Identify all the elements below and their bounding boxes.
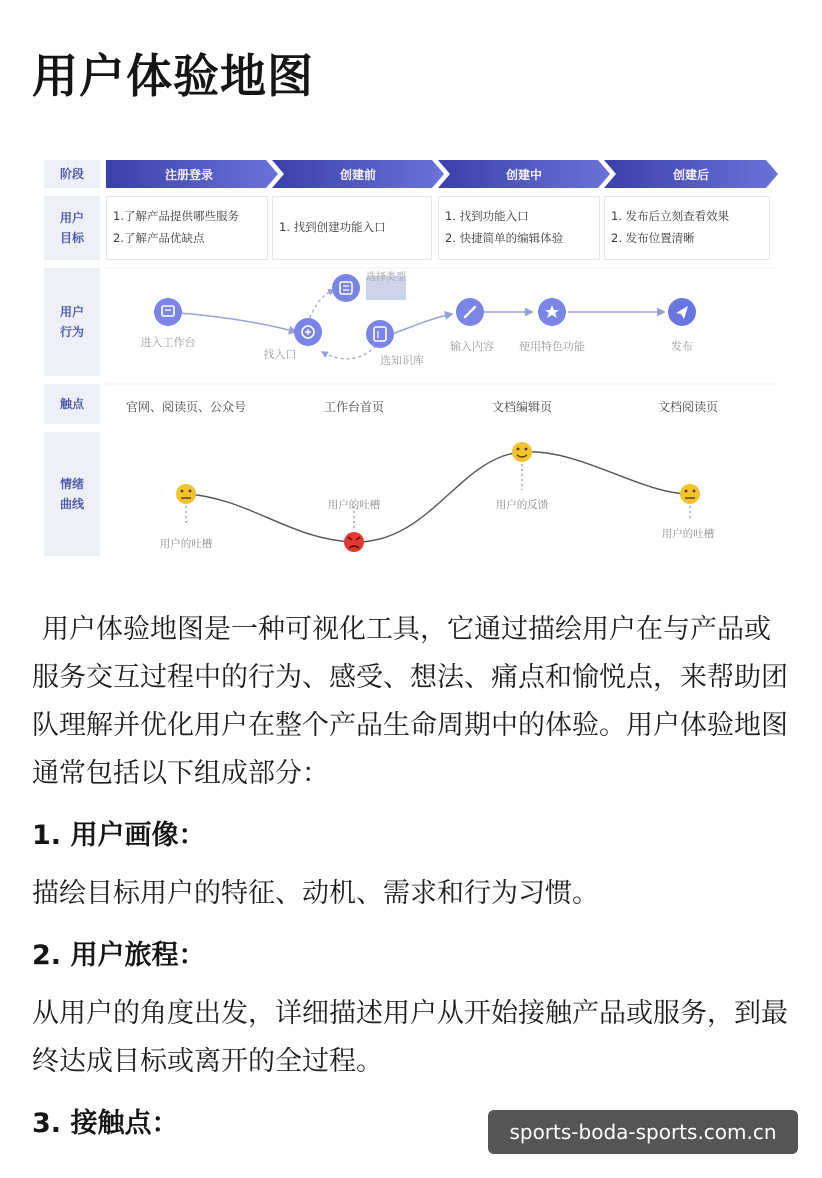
stage-label-1: 注册登录: [164, 167, 213, 182]
flow-line-1: [168, 312, 296, 332]
behavior-label-publish: 发布: [671, 340, 693, 353]
goal-box-3: [438, 196, 600, 260]
flow-line-up: [310, 290, 334, 318]
row-label-goal: 用户 目标: [44, 196, 100, 260]
goal-box-2: [272, 196, 432, 260]
goal-item: 1. 找到功能入口: [445, 209, 529, 223]
flow-line-2: [392, 314, 452, 334]
doc-icon: [154, 298, 182, 326]
behavior-label-knowledge-base: 选知识库: [380, 354, 424, 367]
smile-face-icon: [512, 442, 532, 462]
section-heading-persona: 1. 用户画像：: [32, 820, 206, 851]
row-label-touchpoint: 触点: [44, 384, 100, 424]
touchpoint-1: 官网、阅读页、公众号: [125, 400, 247, 414]
section-text-persona: 描绘目标用户的特征、动机、需求和行为习惯。: [32, 878, 599, 909]
behavior-label-find-entry: 找入口: [263, 348, 297, 361]
pen-icon: [456, 298, 484, 326]
flow-line-down: [322, 346, 376, 359]
neutral-face-icon: [176, 484, 196, 504]
emotion-label-4: 用户的吐槽: [661, 528, 715, 540]
goal-item: 1.了解产品提供哪些服务: [113, 209, 239, 223]
stage-label-2: 创建前: [339, 167, 376, 182]
behavior-label-use-feature: 使用特色功能: [519, 340, 585, 353]
behavior-label-input-content: 输入内容: [450, 340, 494, 353]
section-text-journey: 从用户的角度出发，详细描述用户从开始接触产品或服务，到最终达成目标或离开的全过程。: [32, 998, 788, 1077]
send-icon: [668, 298, 696, 326]
emotion-curve: [186, 452, 690, 542]
article-body: [32, 606, 792, 1148]
goal-item: 2.了解产品优缺点: [113, 231, 205, 245]
section-heading-touchpoints: 3. 接触点：: [32, 1108, 179, 1139]
behavior-label-enter-workspace: 进入工作台: [140, 336, 196, 349]
touchpoint-3: 文档编辑页: [491, 400, 553, 414]
row-label-behavior: 用户 行为: [44, 268, 100, 376]
goal-item: 1. 找到创建功能入口: [279, 220, 386, 234]
goal-item: 2. 快捷简单的编辑体验: [445, 231, 564, 245]
touchpoint-4: 文档阅读页: [657, 400, 719, 414]
emotion-label-2: 用户的吐槽: [327, 499, 381, 511]
page-title: 用户体验地图: [32, 49, 314, 103]
neutral-face-icon-2: [680, 484, 700, 504]
stage-label-4: 创建后: [672, 167, 709, 182]
touchpoint-2: 工作台首页: [323, 400, 385, 414]
behavior-label-select-type: 选择类型: [366, 272, 406, 283]
watermark-badge: sports-boda-sports.com.cn: [488, 1110, 798, 1154]
emotion-label-3: 用户的反馈: [495, 499, 549, 511]
goal-box-1: [106, 196, 268, 260]
angry-face-icon: [344, 532, 364, 552]
row-label-stage: 阶段: [44, 160, 100, 188]
book-icon: [366, 320, 394, 348]
plus-icon: [294, 318, 322, 346]
list-icon: [332, 274, 360, 302]
section-heading-journey: 2. 用户旅程：: [32, 940, 206, 971]
stage-label-3: 创建中: [505, 167, 542, 182]
goal-box-4: [604, 196, 770, 260]
row-label-emotion: 情绪 曲线: [44, 432, 100, 556]
star-icon: [538, 298, 566, 326]
user-journey-map: [40, 156, 782, 560]
goal-item: 1. 发布后立刻查看效果: [611, 209, 730, 223]
intro-paragraph: 用户体验地图是一种可视化工具，它通过描绘用户在与产品或服务交互过程中的行为、感受、想法、痛点和愉悦点，来帮助团队理解并优化用户在整个产品生命周期中的体验。用户体验地图通常包括以下组成部分：: [32, 614, 788, 789]
emotion-label-1: 用户的吐槽: [159, 538, 213, 550]
goal-item: 2. 发布位置清晰: [611, 231, 695, 245]
